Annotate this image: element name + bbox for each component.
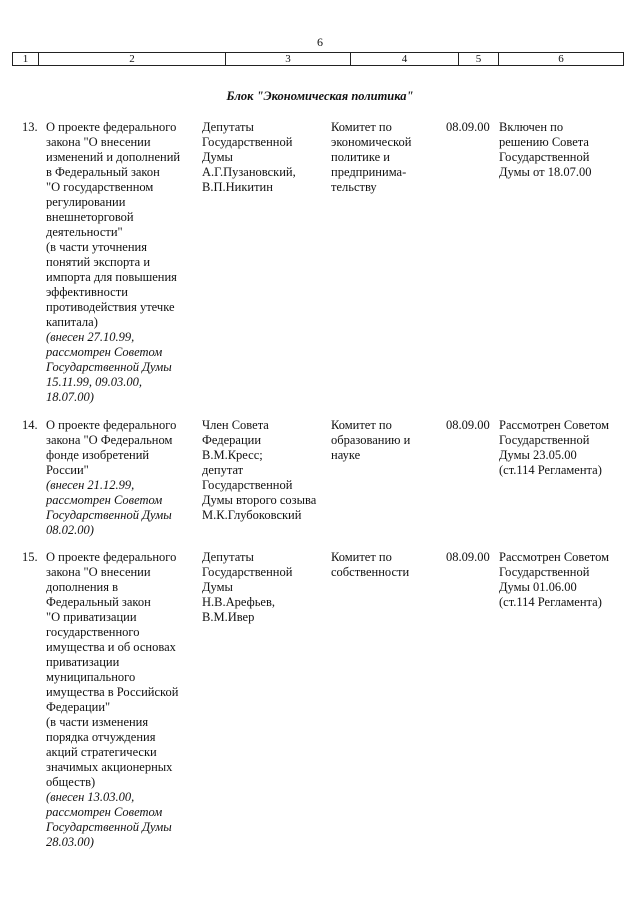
status-line: Рассмотрен Советом xyxy=(499,418,610,432)
submission-note-line: Государственной Думы xyxy=(46,508,172,522)
initiator-line: В.М.Ивер xyxy=(202,610,255,624)
initiator-line: В.П.Никитин xyxy=(202,180,273,194)
status-line: (ст.114 Регламента) xyxy=(499,463,602,477)
entry-number: 13. xyxy=(22,120,38,134)
title-line: внешнеторговой xyxy=(46,210,134,224)
title-line: имущества в Российской xyxy=(46,685,179,699)
initiator-line: Государственной xyxy=(202,478,293,492)
committee-line: предпринима- xyxy=(331,165,407,179)
committee-line: собственности xyxy=(331,565,410,579)
title-line: "О приватизации xyxy=(46,610,137,624)
initiator-line: Думы второго созыва xyxy=(202,493,317,507)
title-line: государственного xyxy=(46,625,140,639)
title-line: (в части уточнения xyxy=(46,240,147,254)
initiator-line: Думы xyxy=(202,580,233,594)
title-line: Федерации" xyxy=(46,700,111,714)
title-line: понятий экспорта и xyxy=(46,255,151,269)
page-number: 6 xyxy=(317,35,323,49)
status-line: Государственной xyxy=(499,433,590,447)
initiator xyxy=(202,550,330,625)
column-header-3: 3 xyxy=(226,53,351,65)
date: 08.09.00 xyxy=(446,418,490,432)
title-line: О проекте федерального xyxy=(46,418,177,432)
bill-title xyxy=(46,418,194,538)
title-line: импорта для повышения xyxy=(46,270,177,284)
submission-note-line: (внесен 21.12.99, xyxy=(46,478,135,492)
committee-line: тельству xyxy=(331,180,377,194)
date: 08.09.00 xyxy=(446,550,490,564)
initiator-line: Н.В.Арефьев, xyxy=(202,595,275,609)
initiator-line: Член Совета xyxy=(202,418,269,432)
title-line: закона "О Федеральном xyxy=(46,433,173,447)
title-line: деятельности" xyxy=(46,225,123,239)
committee-line: Комитет по xyxy=(331,550,392,564)
column-header-1: 1 xyxy=(13,53,39,65)
title-line: Федеральный закон xyxy=(46,595,151,609)
title-line: противодействия утечке xyxy=(46,300,175,314)
status-line: Государственной xyxy=(499,150,590,164)
title-line: изменений и дополнений xyxy=(46,150,181,164)
status-line: Рассмотрен Советом xyxy=(499,550,610,564)
status-line: Думы от 18.07.00 xyxy=(499,165,592,179)
committee-line: Комитет по xyxy=(331,120,392,134)
initiator-line: В.М.Кресс; xyxy=(202,448,263,462)
title-line: дополнения в xyxy=(46,580,119,594)
submission-note-line: Государственной Думы xyxy=(46,360,172,374)
title-line: эффективности xyxy=(46,285,128,299)
title-line: О проекте федерального xyxy=(46,120,177,134)
column-header-4: 4 xyxy=(351,53,459,65)
title-line: О проекте федерального xyxy=(46,550,177,564)
initiator xyxy=(202,120,330,195)
submission-note-line: рассмотрен Советом xyxy=(46,345,163,359)
block-title: Блок "Экономическая политика" xyxy=(226,89,414,103)
title-line: имущества и об основах xyxy=(46,640,176,654)
status xyxy=(499,418,627,478)
status-line: (ст.114 Регламента) xyxy=(499,595,602,609)
submission-note-line: 08.02.00) xyxy=(46,523,94,537)
submission-note-line: Государственной Думы xyxy=(46,820,172,834)
committee-line: политике и xyxy=(331,150,390,164)
committee xyxy=(331,550,431,580)
title-line: России" xyxy=(46,463,89,477)
initiator-line: Депутаты xyxy=(202,120,254,134)
submission-note-line: 28.03.00) xyxy=(46,835,94,849)
initiator-line: Депутаты xyxy=(202,550,254,564)
submission-note-line: 15.11.99, 09.03.00, xyxy=(46,375,142,389)
title-line: муниципального xyxy=(46,670,136,684)
status-line: Включен по xyxy=(499,120,564,134)
initiator-line: М.К.Глубоковский xyxy=(202,508,302,522)
bill-title xyxy=(46,120,194,405)
initiator-line: Федерации xyxy=(202,433,262,447)
title-line: приватизации xyxy=(46,655,120,669)
committee-line: Комитет по xyxy=(331,418,392,432)
committee-line: образованию и xyxy=(331,433,411,447)
status-line: Думы 23.05.00 xyxy=(499,448,577,462)
submission-note-line: 18.07.00) xyxy=(46,390,94,404)
initiator-line: депутат xyxy=(202,463,244,477)
title-line: капитала) xyxy=(46,315,98,329)
status xyxy=(499,120,627,180)
title-line: в Федеральный закон xyxy=(46,165,160,179)
initiator-line: Думы xyxy=(202,150,233,164)
status xyxy=(499,550,627,610)
column-number-header xyxy=(12,52,624,66)
status-line: Государственной xyxy=(499,565,590,579)
column-header-2: 2 xyxy=(39,53,226,65)
submission-note-line: (внесен 13.03.00, xyxy=(46,790,135,804)
title-line: обществ) xyxy=(46,775,96,789)
title-line: закона "О внесении xyxy=(46,565,151,579)
column-header-6: 6 xyxy=(558,53,564,65)
title-line: значимых акционерных xyxy=(46,760,173,774)
entry-number: 14. xyxy=(22,418,38,432)
title-line: закона "О внесении xyxy=(46,135,151,149)
status-line: решению Совета xyxy=(499,135,589,149)
initiator-line: А.Г.Пузановский, xyxy=(202,165,296,179)
initiator-line: Государственной xyxy=(202,135,293,149)
entry-number: 15. xyxy=(22,550,38,564)
committee-line: экономической xyxy=(331,135,412,149)
status-line: Думы 01.06.00 xyxy=(499,580,577,594)
title-line: фонде изобретений xyxy=(46,448,150,462)
title-line: порядка отчуждения xyxy=(46,730,156,744)
column-header-5: 5 xyxy=(459,53,499,65)
date: 08.09.00 xyxy=(446,120,490,134)
submission-note-line: рассмотрен Советом xyxy=(46,493,163,507)
committee-line: науке xyxy=(331,448,361,462)
committee xyxy=(331,120,431,195)
submission-note-line: (внесен 27.10.99, xyxy=(46,330,135,344)
committee xyxy=(331,418,431,463)
title-line: "О государственном xyxy=(46,180,154,194)
title-line: (в части изменения xyxy=(46,715,149,729)
bill-title xyxy=(46,550,194,850)
title-line: регулировании xyxy=(46,195,126,209)
initiator xyxy=(202,418,330,523)
title-line: акций стратегически xyxy=(46,745,157,759)
initiator-line: Государственной xyxy=(202,565,293,579)
submission-note-line: рассмотрен Советом xyxy=(46,805,163,819)
